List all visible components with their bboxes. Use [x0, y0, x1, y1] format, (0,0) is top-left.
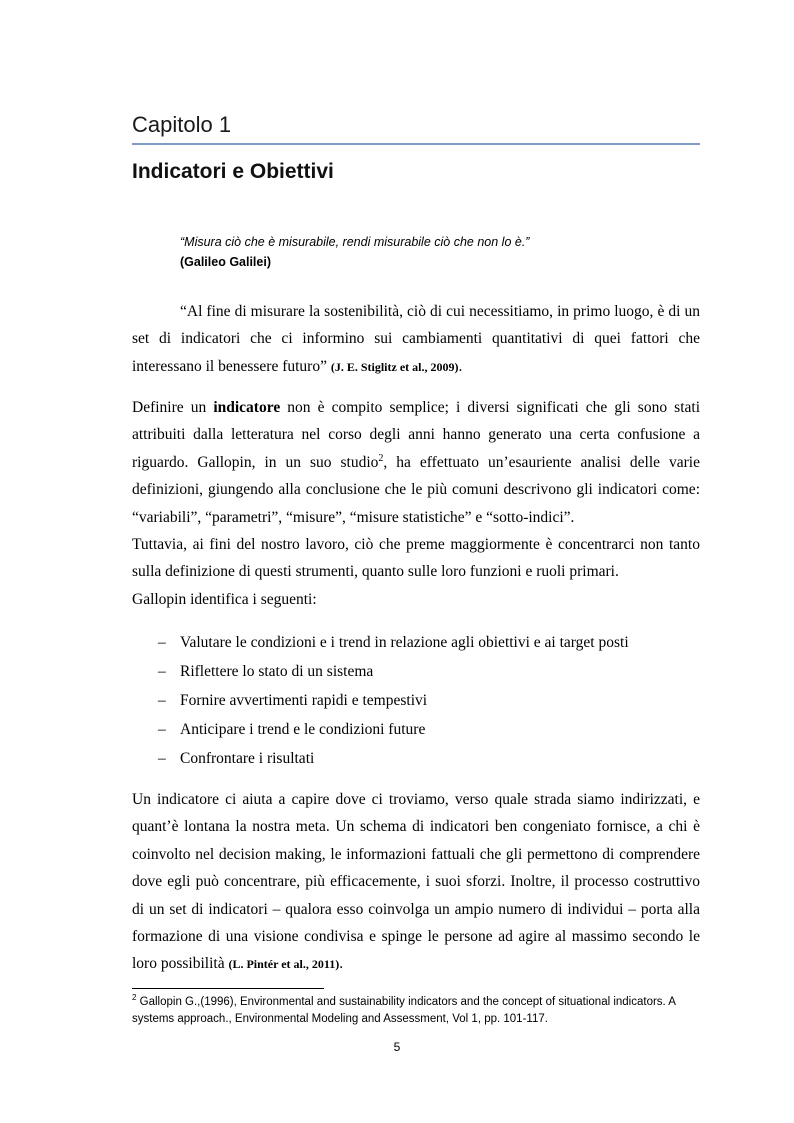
- paragraph-2-after-ref: , ha effettuato un’esauriente analisi delle varie definizioni, giungendo alla conclusione che le più comuni descrivono gli indicatori come: “variabili”, “parametri”, “misure”, “misure statistiche” e “sotto-indici”.: [132, 453, 700, 526]
- paragraph-1-end: .: [458, 357, 463, 375]
- chapter-label: Capitolo 1: [132, 112, 232, 137]
- dash-bullet: –: [158, 692, 166, 709]
- paragraph-1: [132, 298, 700, 381]
- paragraph-2-line-2: Tuttavia, ai fini del nostro lavoro, ciò che preme maggiormente è concentrarci non tanto sulla definizione di questi strumenti, quanto sulle loro funzioni e ruoli primari.: [132, 536, 700, 581]
- paragraph-2-after-term: non è compito semplice; i diversi significati che gli sono stati attribuiti dalla letteratura nel corso degli anni hanno generato una certa confusione a riguardo. Gallopin, in un suo studio: [132, 399, 700, 471]
- list-item-text: Confrontare i risultati: [180, 750, 315, 767]
- list-item: [158, 628, 629, 657]
- footnote-separator: [132, 988, 324, 989]
- footnote: [132, 994, 700, 1028]
- paragraph-3: [132, 786, 700, 979]
- footnote-ref[interactable]: 2: [378, 452, 384, 464]
- dash-bullet: –: [158, 634, 166, 651]
- list-item: [158, 657, 629, 686]
- epigraph: [180, 232, 529, 272]
- chapter-title: Indicatori e Obiettivi: [132, 160, 334, 183]
- dash-bullet: –: [158, 721, 166, 738]
- dash-bullet: –: [158, 663, 166, 680]
- paragraph-2-line-1: [132, 394, 700, 531]
- list-item: [158, 715, 629, 744]
- footnote-number: 2: [132, 993, 137, 1003]
- epigraph-text: “Misura ciò che è misurabile, rendi misurabile ciò che non lo è.”: [180, 235, 530, 249]
- epigraph-author: (Galileo Galilei): [180, 255, 271, 269]
- paragraph-3-text: Un indicatore ci aiuta a capire dove ci troviamo, verso quale strada siamo indirizzati, e quant’è lontana la nostra meta. Un schema di indicatori ben congeniato fornisce, a chi è coinvolto nel decision making, le informazioni fattuali che gli permettono di comprendere dove egli può concentrare, più efficacemente, i suoi sforzi. Inoltre, il processo costruttivo di un set di indicatori – qualora esso coinvolga un ampio numero di individui – porta alla formazione di una visione condivisa e spinge le persone ad agire al massimo secondo le loro possibilità: [132, 791, 700, 973]
- list-item-text: Anticipare i trend e le condizioni future: [180, 721, 426, 738]
- footnote-text: Gallopin G.,(1996), Environmental and sustainability indicators and the concept of situational indicators. A systems approach., Environmental Modeling and Assessment, Vol 1, pp. 101-117.: [132, 996, 676, 1025]
- paragraph-1-citation: (J. E. Stiglitz et al., 2009): [330, 359, 459, 374]
- list-item-text: Fornire avvertimenti rapidi e tempestivi: [180, 692, 428, 709]
- list-item: [158, 744, 629, 773]
- paragraph-3-end: .: [339, 955, 344, 973]
- list-item-text: Riflettere lo stato di un sistema: [180, 663, 374, 680]
- page-number: 5: [393, 1040, 401, 1054]
- paragraph-1-text: “Al fine di misurare la sostenibilità, ciò di cui necessitiamo, in primo luogo, è di un set di indicatori che ci informino sui cambiamenti quantitativi di quei fattori che interessano il benessere futuro”: [132, 303, 700, 375]
- functions-list: [158, 628, 629, 773]
- dash-bullet: –: [158, 750, 166, 767]
- paragraph-2-before-term: Definire un: [132, 399, 214, 416]
- paragraph-3-citation: (L. Pintér et al., 2011): [228, 957, 340, 972]
- paragraph-2-line-3: Gallopin identifica i seguenti:: [132, 590, 317, 608]
- chapter-rule: [132, 143, 700, 145]
- term-indicatore: indicatore: [213, 399, 281, 416]
- paragraph-2: [132, 394, 700, 613]
- list-item: [158, 686, 629, 715]
- list-item-text: Valutare le condizioni e i trend in relazione agli obiettivi e ai target posti: [180, 634, 629, 651]
